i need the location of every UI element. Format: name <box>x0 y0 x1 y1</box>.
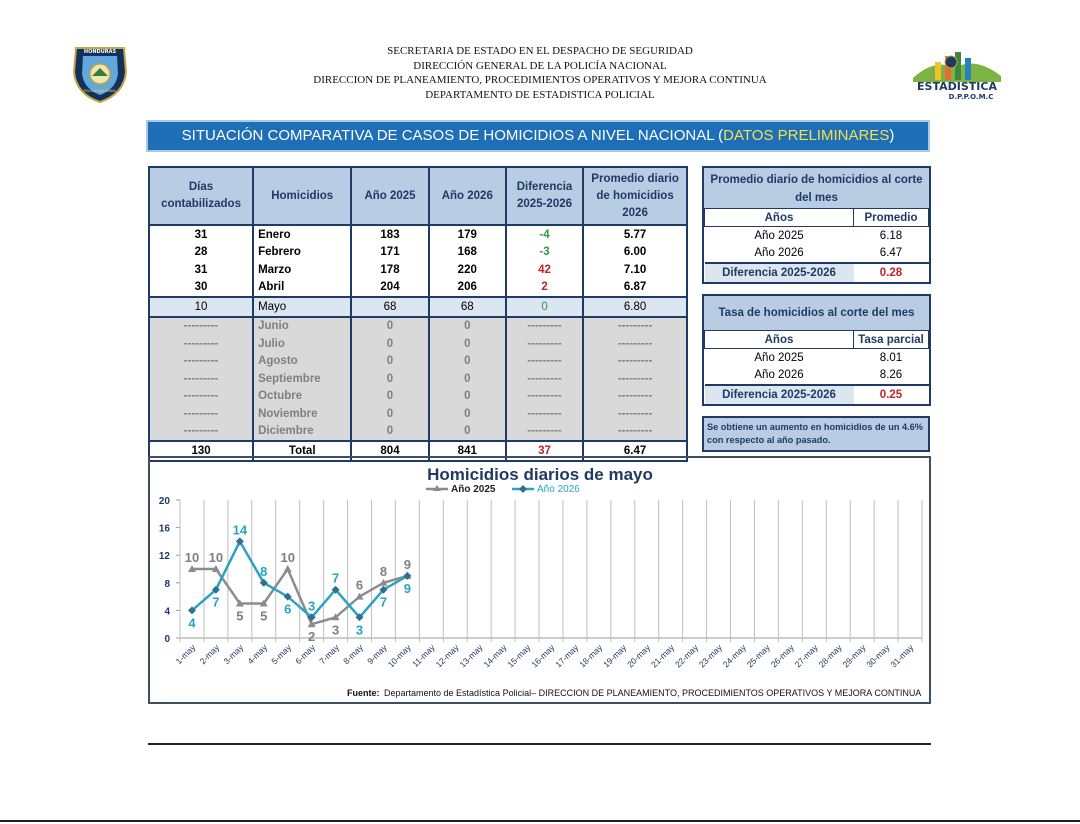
cell-2025: 0 <box>351 423 428 442</box>
cell-mes: Noviembre <box>253 405 351 423</box>
cell-2025: 0 <box>351 388 428 406</box>
source-label: Fuente: <box>347 688 380 698</box>
header-line-2: DIRECCIÓN GENERAL DE LA POLICÍA NACIONAL <box>413 59 667 72</box>
header-line-4: DEPARTAMENTO DE ESTADISTICA POLICIAL <box>425 88 655 101</box>
promedio-box <box>702 166 931 284</box>
col-2026: Año 2026 <box>429 167 506 225</box>
cell-promedio: --------- <box>583 388 687 406</box>
cell-diferencia: 0 <box>506 297 583 317</box>
logo-text-bottom: POLICIA NACIONAL <box>83 89 117 93</box>
data-label-2026: 7 <box>212 594 220 610</box>
col-dias: Días contabilizados <box>149 167 253 225</box>
data-label-2026: 6 <box>284 601 292 617</box>
promedio-row <box>705 227 929 245</box>
cell-2026: 0 <box>429 388 506 406</box>
cell-2025: 204 <box>351 279 428 298</box>
report-title-banner <box>146 120 930 152</box>
data-label-2026: 4 <box>188 615 196 631</box>
y-tick-label: 4 <box>164 606 170 618</box>
tasa-title: Tasa de homicidios al corte del mes <box>704 296 929 330</box>
cell-promedio: --------- <box>583 335 687 353</box>
x-tick-label: 11-may <box>410 642 437 670</box>
tasa-col-value: Tasa parcial <box>854 331 929 349</box>
cell-2025: 0 <box>351 405 428 423</box>
cell-dias: 31 <box>149 261 253 279</box>
cell-mes: Agosto <box>253 353 351 371</box>
cell-2026: 206 <box>429 279 506 298</box>
cell-2025: 0 <box>351 335 428 353</box>
cell-dias: --------- <box>149 370 253 388</box>
cell-2025: 68 <box>351 297 428 317</box>
cell-2025: 183 <box>351 225 428 244</box>
data-label-2026: 3 <box>308 598 316 614</box>
promedio-col-years: Años <box>705 209 854 227</box>
x-tick-label: 1-may <box>173 642 198 667</box>
x-tick-label: 20-may <box>625 642 653 670</box>
daily-homicides-chart <box>150 458 929 702</box>
x-tick-label: 30-may <box>864 642 892 670</box>
tasa-col-years: Años <box>705 331 854 349</box>
table-row <box>149 317 687 336</box>
cell-dias: --------- <box>149 353 253 371</box>
promedio-row-label: Año 2026 <box>754 247 804 260</box>
col-diferencia: Diferencia 2025-2026 <box>506 167 583 225</box>
cell-dias: 28 <box>149 244 253 262</box>
cell-2026: 220 <box>429 261 506 279</box>
x-tick-label: 13-may <box>457 642 485 670</box>
total-cell-promedio: 6.47 <box>583 441 687 461</box>
table-row <box>149 423 687 442</box>
data-label-2026: 3 <box>355 622 364 638</box>
logo-text-top: HONDURAS <box>83 49 117 55</box>
data-label-2025: 6 <box>355 577 364 593</box>
cell-dias: 10 <box>149 297 253 317</box>
cell-2026: 68 <box>429 297 506 317</box>
cell-promedio: --------- <box>583 405 687 423</box>
cell-2025: 0 <box>351 353 428 371</box>
promedio-diff-value: 0.28 <box>854 263 929 282</box>
y-tick-label: 20 <box>158 496 170 507</box>
cell-2026: 0 <box>429 353 506 371</box>
cell-diferencia: 42 <box>506 261 583 279</box>
cell-promedio: 5.77 <box>583 225 687 244</box>
table-row <box>149 370 687 388</box>
tasa-row-label: Año 2025 <box>754 351 804 364</box>
cell-2026: 0 <box>429 423 506 442</box>
data-label-2026: 14 <box>232 522 248 538</box>
cell-2026: 0 <box>429 370 506 388</box>
cell-promedio: 6.00 <box>583 244 687 262</box>
cell-diferencia: --------- <box>506 388 583 406</box>
x-tick-label: 27-may <box>792 642 820 670</box>
total-cell-dias: 130 <box>149 441 253 461</box>
header-institution <box>260 44 820 102</box>
cell-diferencia: --------- <box>506 335 583 353</box>
tasa-table <box>704 330 929 404</box>
data-label-2025: 2 <box>308 629 316 645</box>
cell-diferencia: -4 <box>506 225 583 244</box>
data-label-2025: 5 <box>236 608 244 624</box>
cell-dias: 31 <box>149 225 253 244</box>
cell-promedio: --------- <box>583 370 687 388</box>
x-tick-label: 10-may <box>385 642 413 670</box>
x-tick-label: 3-may <box>221 642 246 667</box>
promedio-diff-row <box>705 263 929 282</box>
data-label-2025: 8 <box>379 563 388 579</box>
cell-dias: --------- <box>149 335 253 353</box>
x-tick-label: 12-may <box>433 642 461 670</box>
cell-2025: 0 <box>351 317 428 336</box>
x-tick-label: 7-may <box>317 642 341 667</box>
x-tick-label: 26-may <box>768 642 796 670</box>
cell-diferencia: -3 <box>506 244 583 262</box>
cell-mes: Marzo <box>253 261 351 279</box>
data-label-2025: 10 <box>280 550 295 565</box>
cell-promedio: --------- <box>583 423 687 442</box>
estadistica-logo-title: ESTADISTICA <box>917 80 997 93</box>
x-tick-label: 15-may <box>505 642 533 670</box>
y-tick-label: 12 <box>158 551 170 563</box>
table-header-row <box>149 167 687 225</box>
data-label-2025: 10 <box>208 550 224 565</box>
table-row <box>149 335 687 353</box>
table-row <box>149 297 687 317</box>
total-cell-2026: 841 <box>429 441 506 461</box>
data-point-2025 <box>284 565 292 572</box>
cell-mes: Mayo <box>253 297 351 317</box>
cell-dias: 30 <box>149 279 253 298</box>
col-homicidios: Homicidios <box>253 167 351 225</box>
cell-dias: --------- <box>149 405 253 423</box>
data-label-2025: 10 <box>184 550 200 565</box>
tasa-diff-row <box>705 385 929 404</box>
cell-dias: --------- <box>149 388 253 406</box>
cell-mes: Octubre <box>253 388 351 406</box>
table-body <box>149 225 687 461</box>
page-bottom-divider <box>0 820 1080 822</box>
x-tick-label: 5-may <box>269 642 294 667</box>
tasa-row <box>705 349 929 367</box>
cell-mes: Septiembre <box>253 370 351 388</box>
tasa-box <box>702 294 931 406</box>
estadistica-logo-subtitle: D.P.P.O.M.C <box>948 93 994 101</box>
col-2025: Año 2025 <box>351 167 428 225</box>
cell-dias: --------- <box>149 317 253 336</box>
source-text: Departamento de Estadística Policial– DIRECCION DE PLANEAMIENTO, PROCEDIMIENTOS OPERATIVOS Y MEJORA CONTINUA <box>384 688 922 698</box>
table-row <box>149 405 687 423</box>
cell-2025: 171 <box>351 244 428 262</box>
cell-2026: 0 <box>429 405 506 423</box>
cell-mes: Julio <box>253 335 351 353</box>
cell-2026: 0 <box>429 335 506 353</box>
estadistica-logo <box>905 48 1009 102</box>
data-label-2026: 7 <box>331 570 340 586</box>
legend-2026-marker <box>519 485 527 493</box>
y-tick-label: 0 <box>164 634 170 645</box>
x-tick-label: 29-may <box>840 642 868 670</box>
cell-mes: Febrero <box>253 244 351 262</box>
cell-mes: Diciembre <box>253 423 351 442</box>
promedio-row-value: 6.47 <box>879 247 903 260</box>
data-label-2026: 9 <box>403 580 412 596</box>
total-cell-mes: Total <box>253 441 351 461</box>
chart-title: Homicidios diarios de mayo <box>427 465 653 484</box>
x-tick-label: 23-may <box>696 642 724 670</box>
promedio-header-row <box>705 209 929 227</box>
tasa-row-value: 8.01 <box>879 351 903 364</box>
tasa-header-row <box>705 331 929 349</box>
cell-dias: --------- <box>149 423 253 442</box>
promedio-col-value: Promedio <box>854 209 929 227</box>
cell-diferencia: --------- <box>506 317 583 336</box>
cell-promedio: --------- <box>583 317 687 336</box>
promedio-row-label: Año 2025 <box>754 229 804 242</box>
promedio-table <box>704 208 929 282</box>
table-row <box>149 279 687 298</box>
cell-promedio: 6.80 <box>583 297 687 317</box>
banner-highlight: DATOS PRELIMINARES <box>723 127 890 144</box>
cell-promedio: --------- <box>583 353 687 371</box>
x-tick-label: 18-may <box>577 642 605 670</box>
cell-2025: 178 <box>351 261 428 279</box>
x-tick-label: 14-may <box>481 642 509 670</box>
table-row <box>149 244 687 262</box>
table-row <box>149 261 687 279</box>
tasa-diff-value: 0.25 <box>854 385 929 404</box>
data-label-2026: 8 <box>260 563 268 579</box>
tasa-row-label: Año 2026 <box>754 369 804 382</box>
cell-mes: Abril <box>253 279 351 298</box>
cell-diferencia: --------- <box>506 370 583 388</box>
x-tick-label: 8-may <box>341 642 365 667</box>
col-promedio: Promedio diario de homicidios 2026 <box>583 167 687 225</box>
chart-container <box>148 456 931 704</box>
x-tick-label: 28-may <box>816 642 844 670</box>
data-label-2025: 3 <box>331 622 340 638</box>
cell-2026: 179 <box>429 225 506 244</box>
table-row <box>149 225 687 244</box>
total-cell-2025: 804 <box>351 441 428 461</box>
y-tick-label: 8 <box>164 578 170 590</box>
y-tick-label: 16 <box>158 523 170 535</box>
x-tick-label: 22-may <box>672 642 701 670</box>
x-tick-label: 25-may <box>744 642 772 670</box>
tasa-row-value: 8.26 <box>879 369 903 382</box>
legend-2025-label: Año 2025 <box>451 484 496 495</box>
table-row <box>149 353 687 371</box>
summary-note: Se obtiene un aumento en homicidios de un 4.6% con respecto al año pasado. <box>702 416 930 452</box>
promedio-diff-label: Diferencia 2025-2026 <box>705 263 854 282</box>
header-line-3: DIRECCION DE PLANEAMIENTO, PROCEDIMIENTOS OPERATIVOS Y MEJORA CONTINUA <box>313 74 767 86</box>
cell-2026: 0 <box>429 317 506 336</box>
cell-2025: 0 <box>351 370 428 388</box>
cell-diferencia: 2 <box>506 279 583 298</box>
cell-diferencia: --------- <box>506 423 583 442</box>
x-tick-label: 6-may <box>293 642 318 667</box>
promedio-row-value: 6.18 <box>879 229 903 242</box>
x-tick-label: 24-may <box>720 642 748 670</box>
tasa-diff-label: Diferencia 2025-2026 <box>705 385 854 404</box>
homicidios-table <box>148 166 688 462</box>
cell-promedio: 7.10 <box>583 261 687 279</box>
promedio-row <box>705 245 929 264</box>
promedio-title: Promedio diario de homicidios al corte del mes <box>704 168 929 208</box>
cell-diferencia: --------- <box>506 405 583 423</box>
banner-close: ) <box>889 127 895 144</box>
cell-mes: Enero <box>253 225 351 244</box>
banner-main: SITUACIÓN COMPARATIVA DE CASOS DE HOMICIDIOS A NIVEL NACIONAL ( <box>181 127 724 144</box>
table-row <box>149 388 687 406</box>
x-tick-label: 19-may <box>601 642 629 670</box>
total-cell-diferencia: 37 <box>506 441 583 461</box>
cell-2026: 168 <box>429 244 506 262</box>
x-tick-label: 2-may <box>197 642 222 667</box>
header-line-1: SECRETARIA DE ESTADO EN EL DESPACHO DE SEGURIDAD <box>387 45 693 57</box>
legend-2026-label: Año 2026 <box>537 484 580 495</box>
data-label-2025: 5 <box>260 608 268 624</box>
x-tick-label: 17-may <box>553 642 581 670</box>
x-tick-label: 4-may <box>245 642 270 667</box>
footer-divider <box>148 743 931 745</box>
x-tick-label: 31-may <box>888 642 916 670</box>
policia-nacional-logo <box>68 42 132 104</box>
x-tick-label: 21-may <box>648 642 677 670</box>
tasa-row <box>705 367 929 386</box>
cell-promedio: 6.87 <box>583 279 687 298</box>
x-tick-label: 9-may <box>365 642 389 667</box>
data-label-2025: 9 <box>403 556 412 572</box>
data-label-2026: 7 <box>379 594 388 610</box>
cell-diferencia: --------- <box>506 353 583 371</box>
cell-mes: Junio <box>253 317 351 336</box>
x-tick-label: 16-may <box>529 642 557 670</box>
